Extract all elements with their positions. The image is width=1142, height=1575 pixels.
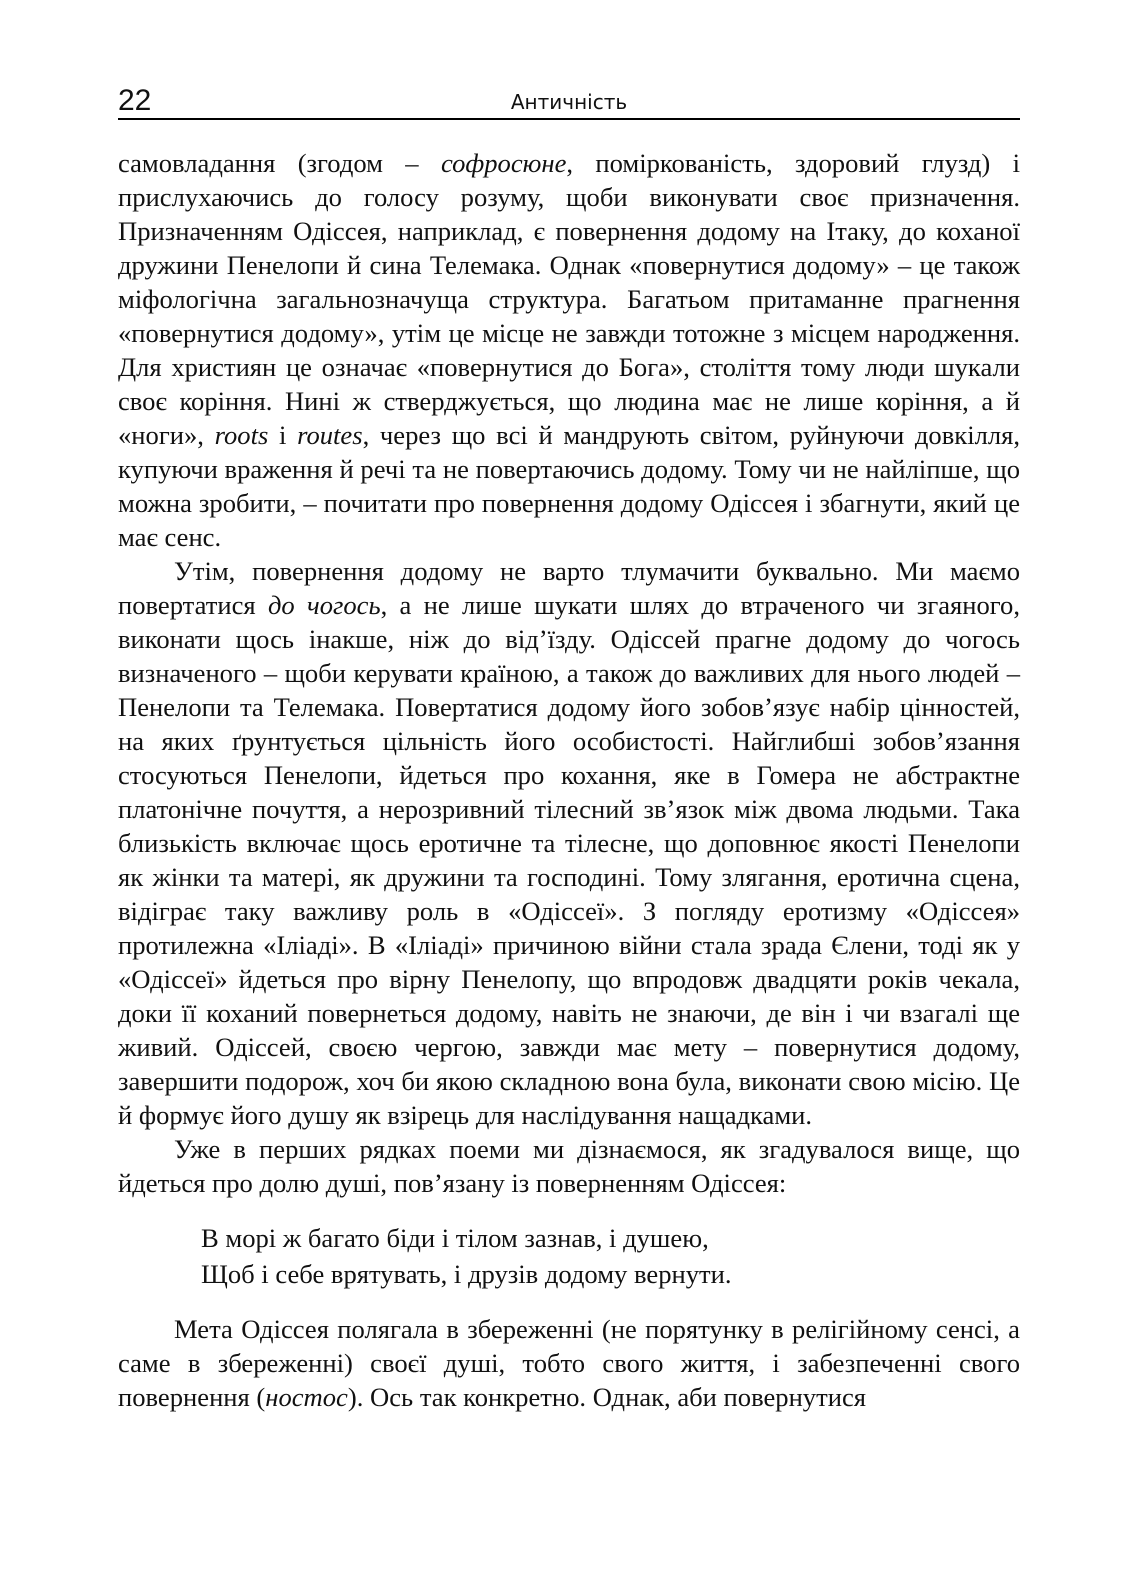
page-number: 22 (118, 84, 152, 117)
text-run: самовладання (згодом – (118, 148, 441, 178)
paragraph-4 (118, 1312, 1020, 1414)
text-run: Уже в перших рядках поеми ми дізнаємося, як згадувалося вище, що йдеться про долю душі, пов’язану із поверненням Одіссея: (118, 1134, 1020, 1198)
italic-term: до чогось (267, 590, 381, 620)
verse-line-1: В морі ж багато біди і тілом зазнав, і душею, (201, 1223, 709, 1253)
paragraph-1 (118, 146, 1020, 554)
text-run: ). Ось так конкретно. Однак, аби повернутися (347, 1382, 866, 1412)
text-run: Утім, повернення додому не варто тлумачити буквально. Ми маємо повертатися (118, 556, 1020, 620)
running-title: Античність (510, 90, 628, 114)
text-run: , поміркованість, здоровий глузд) і прислухаючись до голосу розуму, щоби виконувати своє призначення. Призначенням Одіссея, наприклад, є повернення додому на Ітаку, до коханої дружини Пенелопи й сина Телемака. Однак «повернутися додому» – це також міфологічна загальнозначуща структура. Багатьом притаманне прагнення «повернутися додому», утім це місце не завжди тотожне з місцем народження. Для християн це означає «повернутися до Бога», століття тому люди шукали своє коріння. Нині ж стверджується, що людина має не лише коріння, а й «ноги», (118, 148, 1020, 450)
italic-term: софросюне (440, 148, 567, 178)
text-run: , через що всі й мандрують світом, руйнуючи довкілля, купуючи враження й речі та не повертаючись додому. Тому чи не найліпше, що можна зробити, – почитати про повернення додому Одіссея і збагнути, який це має сенс. (118, 420, 1021, 552)
verse-line-2: Щоб і себе врятувать, і друзів додому вернути. (201, 1259, 732, 1289)
body-text (118, 146, 1020, 1414)
italic-term: roots (214, 420, 269, 450)
paragraph-2 (118, 554, 1020, 1132)
text-run: і (268, 420, 298, 450)
text-run: , а не лише шукати шлях до втраченого чи згаяного, виконати щось інакше, ніж до від’їзду. Одіссей прагне додому до чогось визначеного – щоби керувати країною, а також до важливих для нього людей – Пенелопи та Телемака. Повертатися додому його зобов’язує набір цінностей, на яких ґрунтується цільність його особистості. Найглибші зобов’язання стосуються Пенелопи, йдеться про кохання, яке в Гомера не абстрактне платонічне почуття, а нерозривний тілесний зв’язок між двома людьми. Така близькість включає щось еротичне та тілесне, що доповнює якості Пенелопи як жінки та матері, як дружини та господині. Тому злягання, еротична сцена, відіграє таку важливу роль в «Одіссеї». З погляду еротизму «Одіссея» протилежна «Іліаді». В «Іліаді» причиною війни стала зрада Єлени, тоді як у «Одіссеї» йдеться про вірну Пенелопу, що впродовж двадцяти років чекала, доки її коханий повернеться додому, навіть не знаючи, де він і чи взагалі ще живий. Одіссей, своєю чергою, завжди має мету – повернутися додому, завершити подорож, хоч би якою складною вона була, виконати свою місію. Це й формує його душу як взірець для наслідування нащадками. (118, 590, 1021, 1130)
paragraph-3 (118, 1132, 1020, 1200)
page-header (118, 80, 1020, 120)
italic-term: routes (297, 420, 363, 450)
italic-term: ностос (265, 1382, 348, 1412)
book-page (118, 80, 1020, 1414)
text-run: Мета Одіссея полягала в збереженні (не порятунку в релігійному сенсі, а саме в збереженні) своєї душі, тобто свого життя, і забезпеченні свого повернення ( (118, 1314, 1020, 1412)
verse-quote (201, 1220, 1020, 1292)
